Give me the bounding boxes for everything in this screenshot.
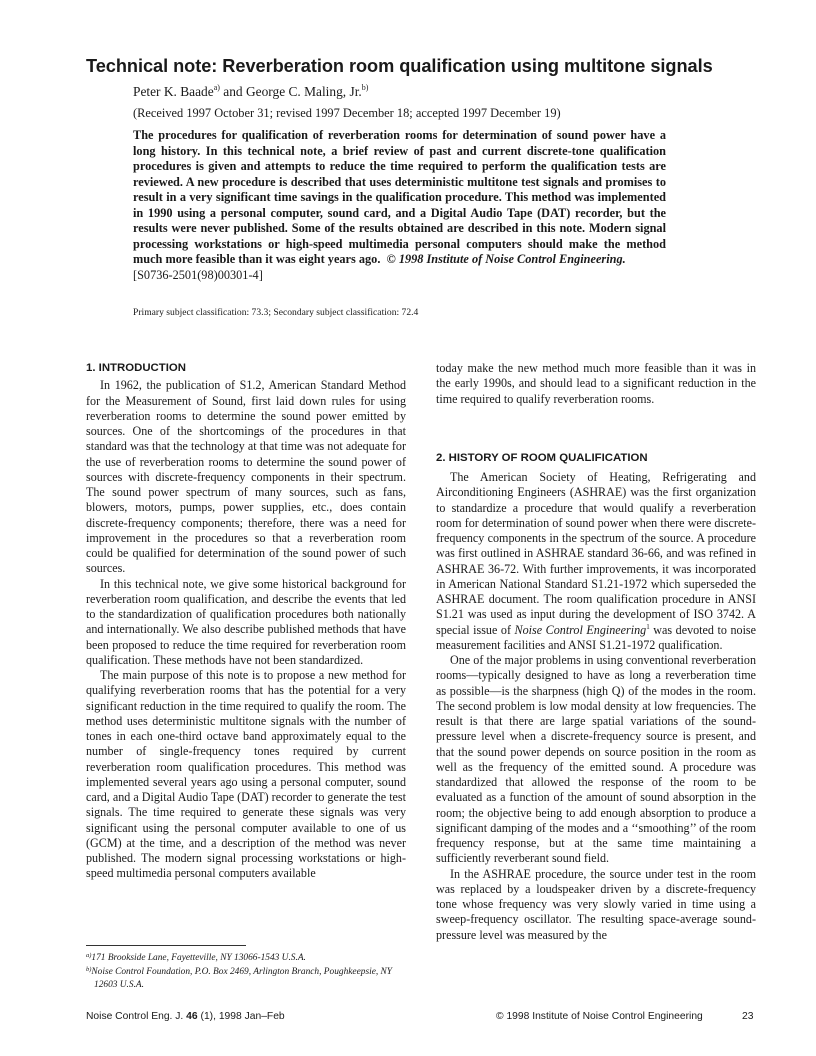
page-number: 23 bbox=[742, 1011, 754, 1022]
footnote-b-mark: b) bbox=[86, 966, 92, 974]
left-column bbox=[86, 361, 406, 882]
footer-journal: Noise Control Eng. J. bbox=[86, 1011, 184, 1022]
footer-issue: (1), 1998 Jan–Feb bbox=[200, 1011, 285, 1022]
footnotes bbox=[86, 950, 406, 991]
section-heading-history: 2. HISTORY OF ROOM QUALIFICATION bbox=[436, 451, 648, 464]
abstract-text: The procedures for qualification of reverberation rooms for determination of sound power have a long history. In this technical note, a brief review of past and current discrete-tone qualification procedures is given and attempts to reduce the time required to perform the qualification tests are reviewed. A new procedure is described that uses deterministic multitone test signals and promises to result in a very significant time savings in the qualification procedure. This method was implemented in 1990 using a personal computer, sound card, and a Digital Audio Tape (DAT) recorder, but the results were never published. Some of the results obtained are described in this note. Modern signal processing workstations or high-speed multimedia personal computers should make the method much more feasible than it was eight years ago. bbox=[133, 128, 666, 266]
right-column bbox=[436, 361, 756, 943]
intro-paragraph-3: The main purpose of this note is to propose a new method for qualifying reverberation rooms that has the potential for a very significant reduction in the time required to qualify the room. The method uses deterministic multitone signals with the number of tones in each one-third octave band approximately equal to the number of single-frequency tones required by current reverberation room qualification procedures. This method was implemented several years ago using a personal computer, sound card, and a Digital Audio Tape (DAT) recorder to generate the test signals. The time required to generate these signals was very significant using the personal computer available to one of us (GCM) at the time, and a description of the method was never published. The modern signal processing workstations or high-speed multimedia personal computers available bbox=[86, 668, 406, 881]
paper-title: Technical note: Reverberation room qualification using multitone signals bbox=[86, 56, 713, 76]
history-paragraph-3: In the ASHRAE procedure, the source under test in the room was replaced by a loudspeaker driven by a discrete-frequency tone whose frequency was very slowly varied in time using a sweep-frequency oscillator. The resulting space-average sound-pressure level was measured by the bbox=[436, 866, 756, 942]
history-paragraph-1 bbox=[436, 470, 756, 653]
abstract-copyright: © 1998 Institute of Noise Control Engineering. bbox=[386, 252, 626, 266]
intro-paragraph-3-continued: today make the new method much more feasible than it was in the early 1990s, and should lead to a significant reduction in the time required to qualify reverberation rooms. bbox=[436, 361, 756, 406]
history-paragraph-1-text: The American Society of Heating, Refrigerating and Airconditioning Engineers (ASHRAE) was the first organization to standardize a procedure that would qualify a reverberation room for determination of sound power when there were discrete-frequency components in the spectrum of the source. A procedure was first outlined in ASHRAE standard 36-66, and was refined in ASHRAE 36-72. With further improvements, it was incorporated in American National Standard S1.21-1972 which superseded the ASHRAE document. The room qualification procedure in ANSI S1.21 was used as input during the development of ISO 3742. A special issue of bbox=[436, 470, 756, 637]
author-connector: and bbox=[223, 84, 243, 99]
footnote-a bbox=[86, 950, 406, 964]
footer-journal-citation bbox=[86, 1011, 285, 1022]
footer-copyright: © 1998 Institute of Noise Control Engineering bbox=[496, 1011, 703, 1022]
footnote-b-text: Noise Control Foundation, P.O. Box 2469, Arlington Branch, Poughkeepsie, NY 12603 U.S.A. bbox=[91, 967, 393, 990]
subject-classification: Primary subject classification: 73.3; Secondary subject classification: 72.4 bbox=[133, 307, 419, 318]
section-heading-introduction: 1. INTRODUCTION bbox=[86, 362, 186, 374]
footnote-divider bbox=[86, 945, 246, 946]
history-paragraph-2: One of the major problems in using conventional reverberation rooms—typically designed to have as long a reverberation time as possible—is the sharpness (high Q) of the modes in the room. The second problem is low modal density at low frequencies. The result is that there are large spatial variations of the sound-pressure level when a discrete-frequency source is present, and that the sound power depends on source position in the room as well as the frequency of the emitted sound. A procedure was standardized that allowed the response of the room to be evaluated as a function of the amount of sound absorption in the room; the objective being to add enough absorption to produce a significant damping of the modes and a ‘‘smoothing’’ of the room frequency response, but at the same time maintaining a sufficiently reverberant sound field. bbox=[436, 653, 756, 866]
received-dates: (Received 1997 October 31; revised 1997 December 18; accepted 1997 December 19) bbox=[133, 106, 561, 120]
footer-volume: 46 bbox=[186, 1011, 198, 1022]
intro-paragraph-2: In this technical note, we give some historical background for reverberation room qualification, and describe the events that led to the standardization of qualification procedures both nationally and internationally. We also describe published methods that have been proposed to reduce the time required for reverberation room qualification. These methods have not been standardized. bbox=[86, 576, 406, 667]
affiliation-mark-b: b) bbox=[361, 83, 369, 92]
reference-mark[interactable]: 1 bbox=[646, 622, 650, 631]
author-line bbox=[133, 83, 368, 100]
journal-name: Noise Control Engineering bbox=[514, 622, 647, 637]
author-maling: George C. Maling, Jr. bbox=[245, 84, 362, 99]
intro-paragraph-1: In 1962, the publication of S1.2, American Standard Method for the Measurement of Sound, first laid down rules for using reverberation rooms to determine the sound power emitted by sources. One of the shortcomings of the procedures in that standard was that the technology at that time was not adequate for the use of reverberation rooms to determine the sound power of sources with discrete-frequency components in their spectrum. The sound power spectrum of many sources, such as fans, blowers, motors, pumps, power supplies, etc., does contain discrete-frequency components; therefore, there was a need for improvement in the procedures so that a reverberation room could be qualified for determination of the sound power of such sources. bbox=[86, 378, 406, 576]
abstract bbox=[133, 128, 666, 283]
author-baade: Peter K. Baade bbox=[133, 84, 214, 99]
footnote-b bbox=[86, 964, 406, 991]
footnote-a-text: 171 Brookside Lane, Fayetteville, NY 13066-1543 U.S.A. bbox=[91, 953, 306, 963]
doi-code: [S0736-2501(98)00301-4] bbox=[133, 267, 263, 282]
history-paragraph-1-end: was devoted to noise measurement facilities and ANSI S1.21-1972 qualification. bbox=[436, 622, 756, 652]
affiliation-mark-a: a) bbox=[213, 83, 220, 92]
footnote-a-mark: a) bbox=[86, 952, 92, 959]
